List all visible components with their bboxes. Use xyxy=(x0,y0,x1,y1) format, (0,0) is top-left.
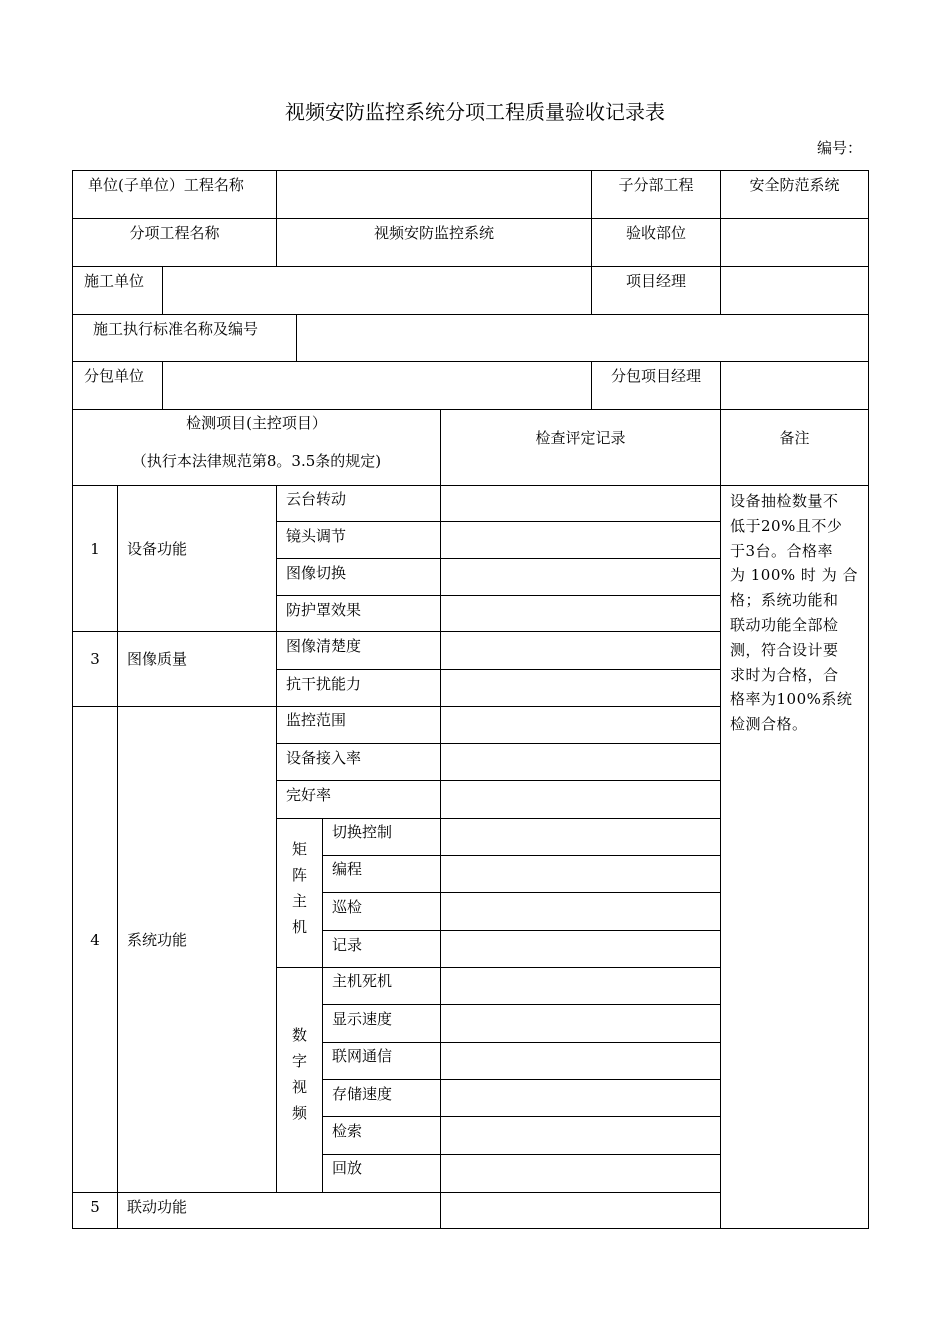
list-item: 图像清楚度 xyxy=(286,637,362,655)
list-item: 抗干扰能力 xyxy=(286,675,362,693)
list-item: 记录 xyxy=(332,936,363,954)
row-number: 4 xyxy=(90,931,100,949)
document-number-label: 编号： xyxy=(816,139,862,157)
list-item: 存储速度 xyxy=(332,1085,393,1103)
record-cells[interactable] xyxy=(441,486,720,1192)
row-name: 联动功能 xyxy=(127,1198,188,1216)
record-cell-linkage[interactable] xyxy=(441,1193,720,1228)
item-name-label: 分项工程名称 xyxy=(129,224,220,242)
acceptance-part-label: 验收部位 xyxy=(625,224,686,242)
row-number: 3 xyxy=(90,650,100,668)
list-item: 回放 xyxy=(332,1159,363,1177)
row-name: 系统功能 xyxy=(127,931,188,949)
sub-division-value: 安全防范系统 xyxy=(749,176,840,194)
list-item: 编程 xyxy=(332,860,363,878)
inspect-item-header: 检测项目(主控项目） xyxy=(186,414,327,432)
list-item: 防护罩效果 xyxy=(286,601,362,619)
matrix-host-label: 矩 阵 主 机 xyxy=(291,840,307,936)
list-item: 主机死机 xyxy=(332,972,393,990)
list-item: 镜头调节 xyxy=(286,527,347,545)
digital-video-label: 数 字 视 频 xyxy=(291,1026,307,1122)
row-number: 1 xyxy=(90,540,100,558)
record-header: 检查评定记录 xyxy=(535,429,626,447)
sub-pm-label: 分包项目经理 xyxy=(610,367,701,385)
list-item: 联网通信 xyxy=(332,1047,393,1065)
subcontractor-label: 分包单位 xyxy=(84,367,145,385)
project-manager-label: 项目经理 xyxy=(625,272,686,290)
page-title: 视频安防监控系统分项工程质量验收记录表 xyxy=(285,100,665,124)
list-item: 切换控制 xyxy=(332,823,393,841)
sub-division-label: 子分部工程 xyxy=(618,176,694,194)
project-manager-field[interactable] xyxy=(721,267,868,314)
sub-pm-field[interactable] xyxy=(721,362,868,409)
list-item: 监控范围 xyxy=(286,711,347,729)
standard-field[interactable] xyxy=(297,315,868,361)
row-number: 5 xyxy=(90,1198,100,1216)
list-item: 云台转动 xyxy=(286,490,347,508)
inspect-item-note: （执行本法律规范第8。3.5条的规定) xyxy=(131,452,382,470)
standard-label: 施工执行标准名称及编号 xyxy=(93,320,259,338)
unit-name-field[interactable] xyxy=(277,171,591,218)
contractor-field[interactable] xyxy=(163,267,591,314)
remark-text: 设备抽检数量不 低于20%且不少 于3台。合格率 为 100% 时 为 合 格；系统功能和 联动功能全部检 测，符合设计要 求时为合格，合 格率为100%系统 检测合格。 xyxy=(730,492,858,734)
list-item: 巡检 xyxy=(332,898,363,916)
item-name-value: 视频安防监控系统 xyxy=(373,224,494,242)
list-item: 图像切换 xyxy=(286,564,347,582)
remark-header: 备注 xyxy=(779,429,810,447)
list-item: 设备接入率 xyxy=(286,749,362,767)
acceptance-part-field[interactable] xyxy=(721,219,868,266)
unit-name-label: 单位(子单位）工程名称 xyxy=(88,176,244,194)
row-name: 设备功能 xyxy=(127,540,188,558)
subcontractor-field[interactable] xyxy=(163,362,591,409)
list-item: 完好率 xyxy=(286,786,332,804)
list-item: 检索 xyxy=(332,1122,363,1140)
contractor-label: 施工单位 xyxy=(84,272,145,290)
list-item: 显示速度 xyxy=(332,1010,393,1028)
row-name: 图像质量 xyxy=(127,650,188,668)
